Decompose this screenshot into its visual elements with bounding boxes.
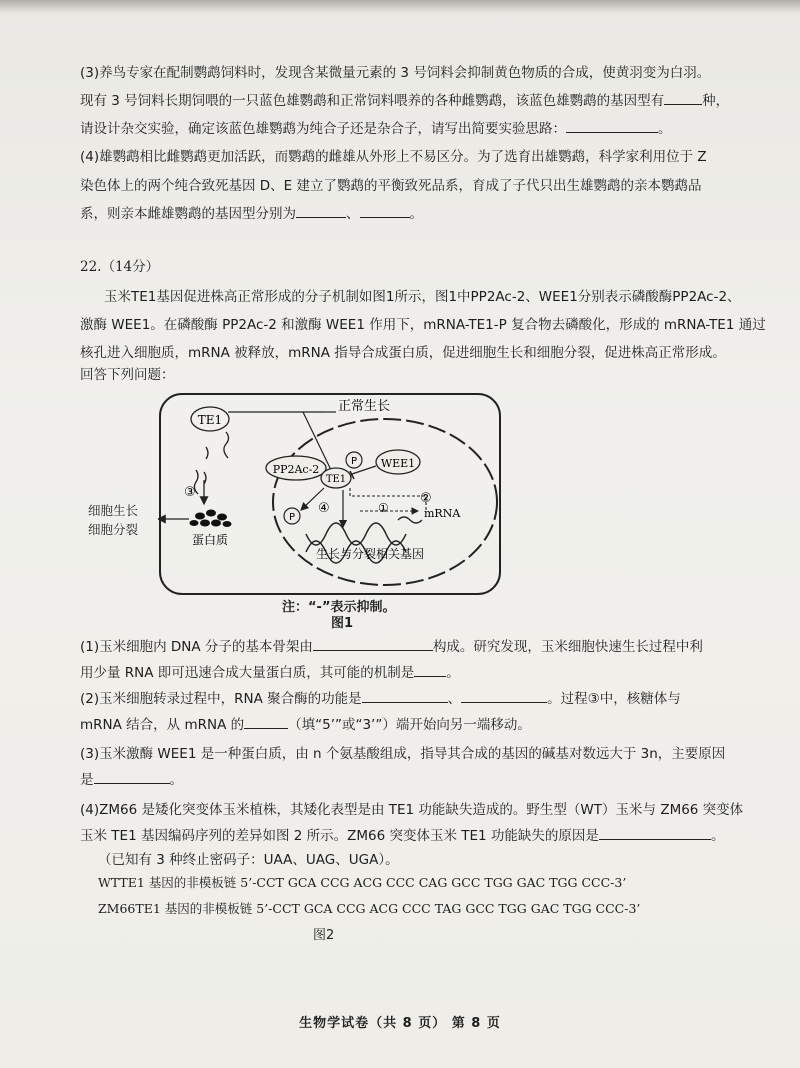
answer-blank[interactable] — [296, 205, 346, 218]
q21-p3-line3 — [80, 120, 672, 138]
answer-blank[interactable] — [461, 690, 547, 703]
figure-1-note: 注：“-”表示抑制。 — [282, 600, 396, 615]
q22-s1-text: (1)玉米细胞内 DNA 分子的基本骨架由 — [80, 639, 313, 655]
q22-s2-text: mRNA 结合，从 mRNA 的 — [80, 717, 245, 733]
answer-blank[interactable] — [414, 664, 446, 677]
step-4-label: ④ — [318, 501, 330, 516]
mrna-label: mRNA — [424, 507, 461, 520]
figure-1-diagram — [158, 392, 503, 597]
pp2ac-2-label: PP2Ac-2 — [272, 463, 320, 476]
cell-growth-label: 细胞生长 — [88, 503, 139, 518]
q22-s4-text: 。 — [710, 828, 725, 844]
answer-blank[interactable] — [664, 92, 702, 105]
cell-division-label: 细胞分裂 — [88, 522, 139, 537]
q22-s3-line2 — [80, 771, 183, 789]
q22-s2-text: 、 — [447, 691, 462, 707]
wee1-label: WEE1 — [380, 457, 416, 470]
sequence-wt: WTTE1 基因的非模板链 5’-CCT GCA CCG ACG CCC CAG GCC TGG GAC TGG CCC-3’ — [98, 875, 627, 890]
answer-blank[interactable] — [599, 827, 711, 840]
q21-p4-text: 、 — [346, 206, 360, 222]
genes-label: 生长与分裂相关基因 — [315, 547, 425, 561]
q22-s1-text: 构成。研究发现，玉米细胞快速生长过程中利 — [432, 639, 703, 655]
q22-intro-line2: 激酶 WEE1。在磷酸酶 PP2Ac-2 和激酶 WEE1 作用下，mRNA-TE1-P 复合物去磷酸化，形成的 mRNA-TE1 通过 — [80, 317, 766, 333]
q21-p3-text: 请设计杂交实验，确定该蓝色雄鹦鹉为纯合子还是杂合子，请写出简要实验思路： — [80, 121, 566, 137]
answer-blank[interactable] — [244, 716, 288, 729]
step-3-label: ③ — [184, 485, 196, 500]
figure-2-caption: 图2 — [313, 928, 335, 943]
q21-p3-line2 — [80, 92, 729, 110]
q22-s4-line1: (4)ZM66 是矮化突变体玉米植株，其矮化表型是由 TE1 功能缺失造成的。野生型（WT）玉米与 ZM66 突变体 — [80, 802, 744, 818]
q22-s4-line3: （已知有 3 种终止密码子：UAA、UAG、UGA）。 — [98, 852, 399, 868]
q21-p3-text: 。 — [658, 121, 672, 137]
q22-s3-line1: (3)玉米激酶 WEE1 是一种蛋白质，由 n 个氨基酸组成，指导其合成的基因的碱基对数远大于 3n，主要原因 — [80, 746, 726, 762]
mrna-fragment — [206, 447, 208, 459]
q22-s4-text: 玉米 TE1 基因编码序列的差异如图 2 所示。ZM66 突变体玉米 TE1 功能缺失的原因是 — [80, 828, 599, 844]
q22-s2-text: 。过程③中，核糖体与 — [547, 691, 681, 707]
q21-p4-line2: 染色体上的两个纯合致死基因 D、E 建立了鹦鹉的平衡致死品系，育成了子代只出生雄鹦鹉的亲本鹦鹉品 — [80, 178, 702, 194]
protein-label: 蛋白质 — [191, 533, 229, 547]
q22-s2-text: （填“5’”或“3’”）端开始向另一端移动。 — [288, 717, 531, 733]
answer-blank[interactable] — [94, 771, 170, 784]
answer-blank[interactable] — [360, 205, 410, 218]
q21-p4-line3 — [80, 205, 423, 223]
q22-s4-line2 — [80, 827, 724, 845]
q22-s2-text: (2)玉米细胞转录过程中，RNA 聚合酶的功能是 — [80, 691, 362, 707]
answer-blank[interactable] — [313, 638, 433, 651]
q22-s2-line1 — [80, 690, 681, 708]
q21-p3-line1: (3)养鸟专家在配制鹦鹉饲料时，发现含某微量元素的 3 号饲料会抑制黄色物质的合成，使黄羽变为白羽。 — [80, 65, 711, 81]
step-1-label: ① — [378, 501, 389, 515]
q22-intro-line1: 玉米TE1基因促进株高正常形成的分子机制如图1所示，图1中PP2Ac-2、WEE1分别表示磷酸酶PP2Ac-2、 — [104, 289, 741, 305]
normal-growth-label: 正常生长 — [338, 399, 391, 414]
q22-s1-line1 — [80, 638, 703, 656]
te1-label: TE1 — [197, 413, 223, 427]
q21-p4-text: 。 — [409, 206, 423, 222]
q22-s1-text: 用少量 RNA 即可迅速合成大量蛋白质，其可能的机制是 — [80, 665, 415, 681]
q22-header: 22.（14分） — [80, 259, 160, 275]
q21-p3-text: 种， — [702, 93, 730, 109]
q22-intro-line3: 核孔进入细胞质，mRNA 被释放，mRNA 指导合成蛋白质，促进细胞生长和细胞分裂，促进株高正常形成。 — [80, 345, 726, 361]
te1-mrna-tail — [224, 432, 229, 458]
q22-s3-text: 是 — [80, 772, 94, 788]
q21-p4-line1: (4)雄鹦鹉相比雌鹦鹉更加活跃，而鹦鹉的雌雄从外形上不易区分。为了选育出雄鹦鹉，科学家利用位于 Z — [80, 149, 707, 165]
q22-intro-line4: 回答下列问题： — [80, 367, 175, 383]
sequence-zm66: ZM66TE1 基因的非模板链 5’-CCT GCA CCG ACG CCC TAG GCC TGG GAC TGG CCC-3’ — [98, 901, 641, 916]
q21-p3-text: 现有 3 号饲料长期饲喂的一只蓝色雄鹦鹉和正常饲料喂养的各种雌鹦鹉，该蓝色雄鹦鹉的基因型有 — [80, 93, 665, 109]
q22-s3-text: 。 — [169, 772, 183, 788]
phosphate-label: P — [350, 456, 358, 467]
scan-shadow — [0, 0, 800, 14]
q22-s1-text: 。 — [446, 665, 460, 681]
phosphate-label: P — [288, 512, 296, 523]
q21-p4-text: 系，则亲本雌雄鹦鹉的基因型分别为 — [80, 206, 296, 222]
protein-cluster — [190, 510, 232, 528]
page-footer: 生物学试卷（共 8 页） 第 8 页 — [299, 1016, 501, 1031]
answer-blank[interactable] — [566, 120, 658, 133]
q22-s1-line2 — [80, 664, 460, 682]
figure-1-caption: 图1 — [331, 616, 354, 631]
answer-blank[interactable] — [362, 690, 448, 703]
q22-s2-line2 — [80, 716, 531, 734]
step-2-label: ② — [420, 491, 432, 506]
mrna-strand — [398, 517, 422, 523]
te1-inner-label: TE1 — [325, 474, 347, 485]
